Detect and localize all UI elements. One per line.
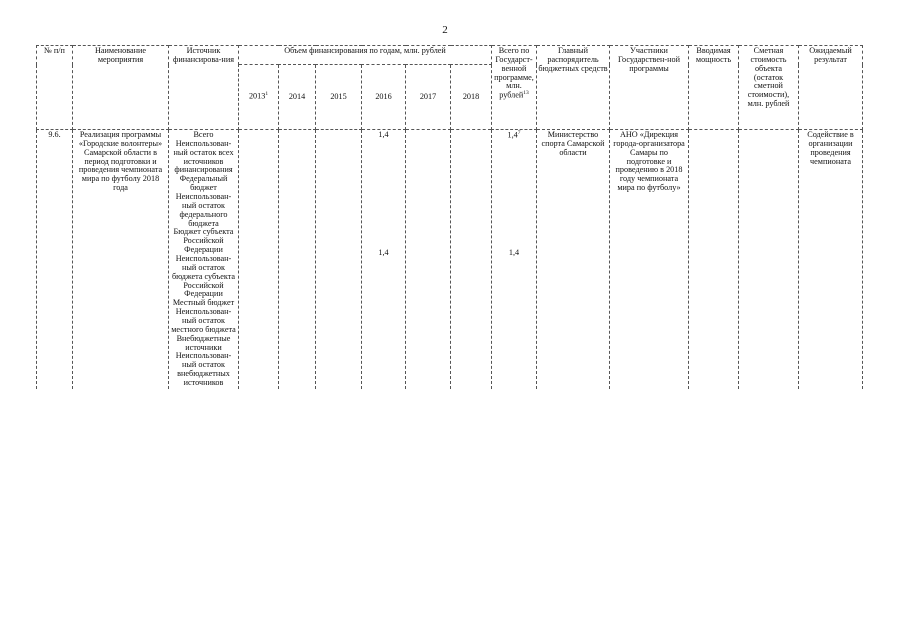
header-total xyxy=(492,46,537,130)
header-distributor: Главный распорядитель бюджетных средств xyxy=(537,46,610,130)
header-year-2014: 2014 xyxy=(279,65,316,130)
row-capacity xyxy=(689,130,739,389)
header-year-2013-sup: 1 xyxy=(265,91,269,98)
source-total: Всего xyxy=(193,130,214,139)
row-participants: АНО «Дирекция города-организатора Самары по подготовке и проведению в 2018 году чемпионата мира по футболу» xyxy=(610,130,689,389)
cell-2016 xyxy=(362,130,406,389)
value-total-all-text: 1,4 xyxy=(507,130,518,140)
header-year-2016: 2016 xyxy=(362,65,406,130)
source-local-remainder: Неиспользован-ный остаток местного бюджета xyxy=(171,307,236,334)
header-estimated-cost: Сметная стоимость объекта (остаток сметной стоимости), млн. рублей xyxy=(739,46,799,130)
header-total-sup: 13 xyxy=(523,90,529,97)
page-number: 2 xyxy=(442,24,448,36)
funding-table xyxy=(36,45,863,389)
row-expected-result: Содействие в организации проведения чемпионата xyxy=(799,130,863,389)
row-num: 9.6. xyxy=(37,130,73,389)
source-total-remainder: Неиспользован-ный остаток всех источников финансирования xyxy=(173,138,234,175)
header-source: Источник финансирова-ния xyxy=(169,46,239,130)
header-name: Наименование мероприятия xyxy=(73,46,169,130)
header-num: № п/п xyxy=(37,46,73,130)
cell-2015 xyxy=(316,130,362,389)
row-name: Реализация программы «Городские волонтеры» Самарской области в период подготовки и проведения чемпионата мира по футболу 2018 года xyxy=(73,130,169,389)
header-year-2015: 2015 xyxy=(316,65,362,130)
source-federal: Федеральный бюджет xyxy=(179,174,228,193)
value-total-all-sup: 7 xyxy=(517,130,521,136)
source-federal-remainder: Неиспользован-ный остаток федерального бюджета xyxy=(175,192,232,228)
value-2016-total: 1,4 xyxy=(378,130,389,139)
source-regional-remainder: Неиспользован-ный остаток бюджета субъекта Российской Федерации xyxy=(171,254,236,299)
cell-2013 xyxy=(239,130,279,389)
row-sources xyxy=(169,130,239,389)
header-total-text: Всего по Государст-венной программе, млн. рублей xyxy=(494,46,534,101)
source-extrabudgetary: Внебюджетные источники xyxy=(176,333,231,352)
header-year-2017: 2017 xyxy=(406,65,451,130)
header-year-2013 xyxy=(239,65,279,130)
cell-total xyxy=(492,130,537,389)
table-row xyxy=(37,130,863,389)
value-total-regional: 1,4 xyxy=(508,248,520,257)
header-funding-group: Объем финансирования по годам, млн. рублей xyxy=(239,46,492,65)
source-extrabudgetary-remainder: Неиспользован-ный остаток внебюджетных источников xyxy=(175,351,232,388)
source-regional: Бюджет субъекта Российской Федерации xyxy=(173,227,234,255)
header-year-2013-text: 2013 xyxy=(248,91,266,101)
cell-2018 xyxy=(451,130,492,389)
source-local: Местный бюджет xyxy=(172,298,235,308)
header-participants: Участники Государствен-ной программы xyxy=(610,46,689,130)
value-total-all xyxy=(493,131,535,249)
row-distributor: Министерство спорта Самарской области xyxy=(537,130,610,389)
cell-2017 xyxy=(406,130,451,389)
header-capacity: Вводимая мощность xyxy=(689,46,739,130)
row-estimated-cost xyxy=(739,130,799,389)
header-expected-result: Ожидаемый результат xyxy=(799,46,863,130)
header-year-2018: 2018 xyxy=(451,65,492,130)
value-2016-regional: 1,4 xyxy=(378,248,389,257)
cell-2014 xyxy=(279,130,316,389)
